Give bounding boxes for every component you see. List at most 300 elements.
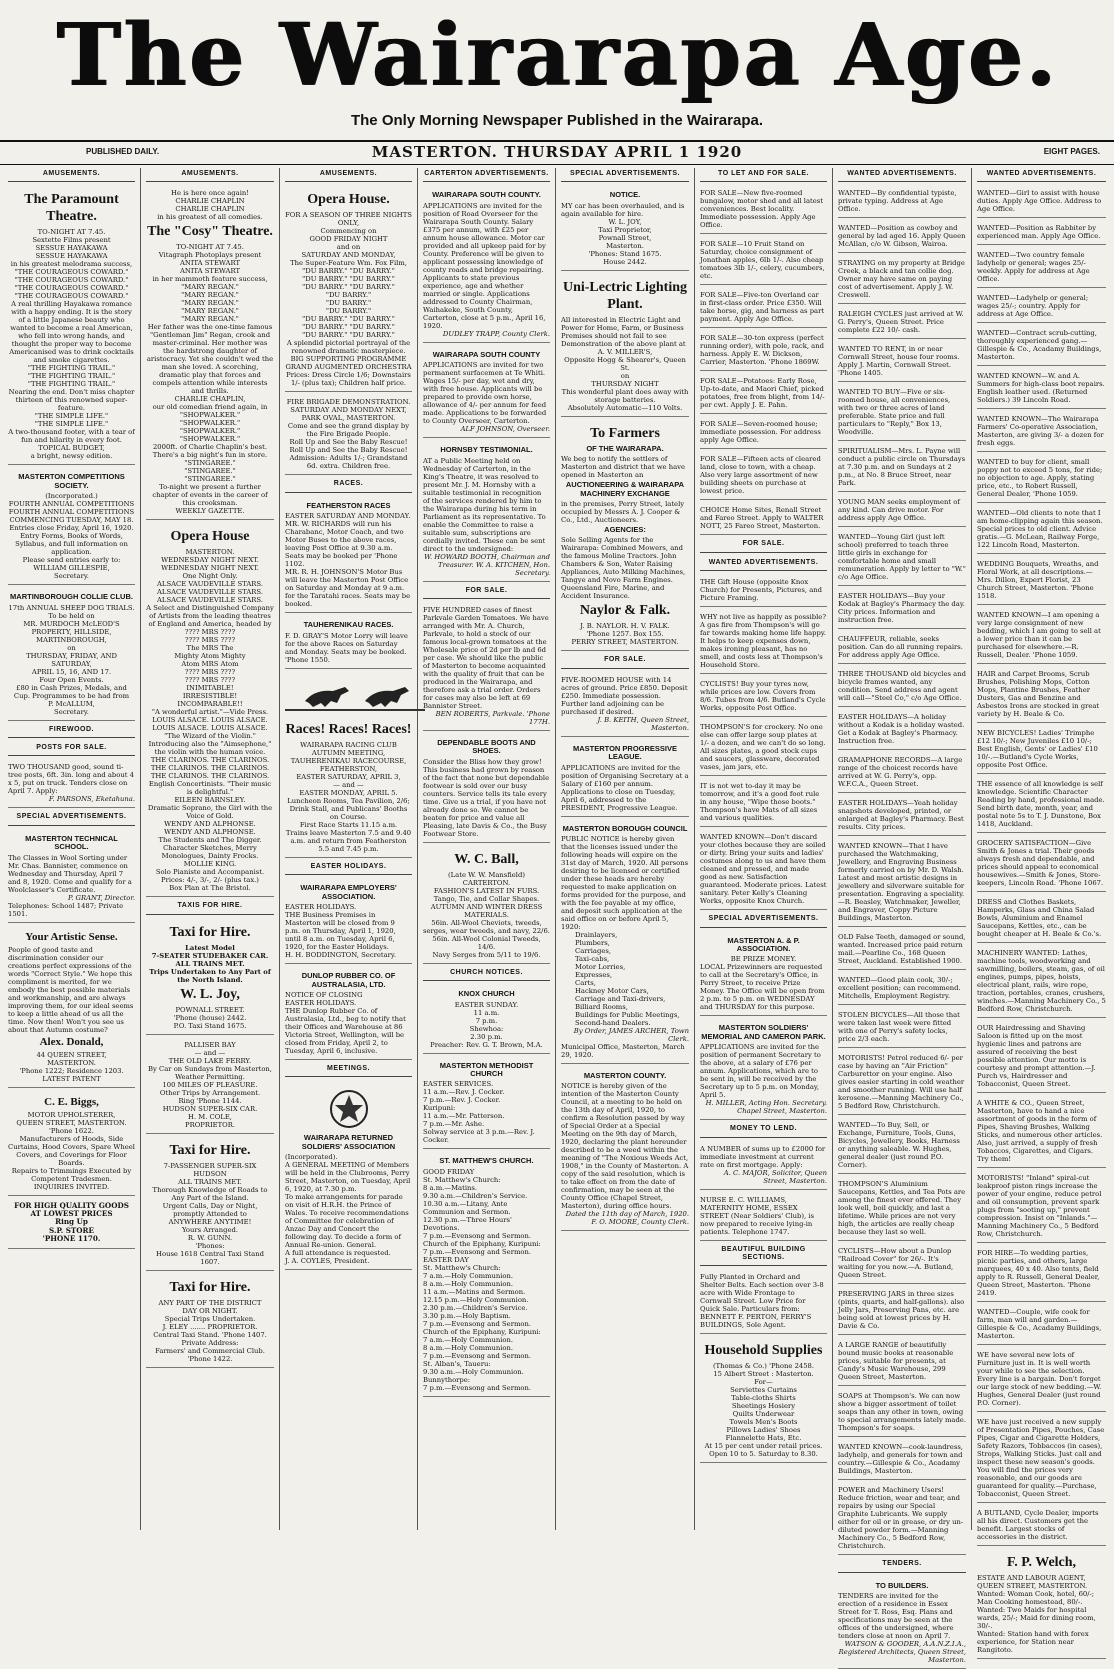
text-line: "THE FIGHTING TRAIL.": [27, 372, 116, 381]
section-head: FIREWOOD.: [8, 724, 135, 738]
text-line: Secretary.: [54, 572, 89, 581]
text-line: MOTOR UPHOLSTERER,: [27, 1110, 116, 1119]
text-line: Box Plan at The Bristol.: [169, 884, 251, 893]
ad-text: All interested in Electric Light and Power for Home, Farm, or Business Premises should not fail to see Demonstration of the above plant at: [561, 315, 686, 348]
text-line: Dramatic Soprano, the Girl with the Voice of Gold.: [147, 804, 273, 821]
opera-house-ad: [146, 523, 274, 897]
ad-footer: Municipal Office, Masterton, March 29, 1920.: [561, 1043, 685, 1060]
text-line: EASTER HOLIDAYS.: [285, 903, 357, 912]
text-line: THE OLD LAKE FERRY.: [168, 1056, 252, 1065]
text-line: 7-PASSENGER SUPER-SIX HUDSON: [163, 1161, 257, 1178]
sp-store-ad: [8, 1199, 135, 1249]
taxi-gunn-ad: [146, 1137, 274, 1271]
text-line: First Race Starts 11.15 a.m.: [299, 821, 398, 830]
text-line: 9.30 a.m.—Holy Communion.: [423, 1367, 524, 1376]
classified-ad: THOMPSON'S Aluminium Saucepans, Kettles, and Tea Pots are among the finest ever offered. They look well, boil quickly, and last a lifetime. While prices are not very high, the articles are really cheap because they last so well.: [838, 1177, 966, 1241]
text-line: INCOMPARABLE!!: [177, 700, 243, 709]
classified-ad: WE have just received a new supply of Presentation Pipes, Pouches, Case Pipes, Cigar and Cigarette Holders, Safety Razors, Tobbaccos (in cases), Strops, Walking Sticks. Just call and inspect these new season's goods. You will find the prices very reasonable, and our goods are guaranteed for quality.—Purchase, Tobacconist, Queen Street.: [977, 1415, 1106, 1503]
ad-lines: [146, 1299, 274, 1363]
section-head: WANTED ADVERTISEMENTS.: [700, 557, 827, 571]
text-line: LOUIS ALSACE. LOUIS ALSACE.: [152, 724, 268, 733]
methodist-church-ad: [423, 1057, 550, 1150]
classified-ad: WANTED—By confidential typiste, private typing. Address at Age Office.: [838, 186, 966, 218]
text-line: 2.30 p.m.—Children's Service.: [423, 1303, 528, 1312]
classified-ad: OLD False Teeth, damaged or sound, wanted. Increased price paid return mail.—Pearline Co., 168 Queen Street, Auckland. Established 1900.: [838, 930, 966, 970]
ad-text: Consider the Bliss how they grow! This business had grown by reason of the fact that none but dependable footwear is sold over our busy counters. Service tells its tale every time. Give us a trial, if you have not already done so. We cannot be beaten for price and value all Pleasing, late Davis & Co., the Busy Footwear Store.: [423, 757, 550, 838]
text-line: SATURDAY AND MONDAY NEXT, PARK OVAL, MASTERTON.: [290, 406, 407, 423]
text-line: Billiard Rooms,: [575, 1003, 628, 1012]
text-line: Shewhoa:: [469, 1024, 504, 1033]
text-line: 'PHONE 1170.: [42, 1234, 101, 1244]
text-line: 8 a.m.—Holy Communion.: [423, 1279, 514, 1288]
tenders-ad: [838, 1577, 966, 1669]
classified-ad: RALEIGH CYCLES just arrived at W. G. Perry's, Queen Street. Price complete £22 10/- cash.: [838, 307, 966, 339]
text-line: At 15 per cent under retail prices.: [704, 1442, 823, 1451]
text-line: To-night we present a further chapter of events in the career of this crooksman.: [152, 483, 268, 508]
ad-title: MASTERTON COMPETITIONS SOCIETY.: [18, 472, 125, 490]
text-line: "DU BARRY." "DU BARRY.": [302, 275, 395, 284]
classified-ad: CYCLISTS—How about a Dunlop "Railroad Cover" for 26/-. It's waiting for you now.—A. Butland, Queen Street.: [838, 1244, 966, 1284]
text-line: "The Wizard of the Violin.": [164, 732, 256, 741]
competitions-ad: [8, 468, 135, 585]
text-line: "THE COURAGEOUS COWARD.": [14, 276, 129, 285]
text-line: Ring Up: [55, 1217, 88, 1227]
classified-ad: WANTED KNOWN—That I have purchased the Watchmaking, Jewellery, and Engraving Business formerly carried on by Mr. D. Walsh. Latest and most artistic designs in jewellery and silverware suitable for presentation. Engraving a speciality.—R. Beasley, Watchmaker, Jeweller, and Engraver, Coppy Picture Buildings, Masterton.: [838, 839, 966, 927]
text-line: The MRS The: [186, 644, 234, 653]
column-head: WANTED ADVERTISEMENTS.: [838, 168, 966, 182]
classified-ad: OUR Hairdressing and Shaving Saloon is fitted up on the most hygienic lines and patrons are assured of receiving the best possible attention. Our motto is courtesy and prompt attention.—J. Purch vs, Hairdresser and Tobacconist, Queen Street.: [977, 1021, 1106, 1093]
text-line: THE Dunlop Rubber Co. of Australasia, Ltd., beg to notify that their Offices and Warehouse at 86 Victoria Street, Wellington, will be closed from Friday, April 2, to Tuesday, April 6, inclusive.: [285, 1007, 406, 1056]
ad-lines: [977, 1574, 1106, 1654]
text-line: WAIRARAPA RACING CLUB: [300, 741, 397, 750]
text-line: FOURTH ANNUAL COMPETITIONS: [8, 500, 135, 509]
text-line: ???? MRS ????: [184, 668, 236, 677]
dateline-bar: [0, 140, 1114, 165]
ad-text: in the premises, Perry Street, lately occupied by Messrs A. J. Cooper & Co., Ltd., Auctioneers.: [561, 500, 685, 525]
newspaper-title: The Wairarapa Age.: [55, 5, 1059, 106]
text-line: "SHOPWALKER.": [179, 435, 241, 444]
section-head: BEAUTIFUL BUILDING SECTIONS.: [700, 1244, 827, 1267]
text-line: Masterton.: [606, 241, 644, 250]
text-line: TO-NIGHT AT 7.45.: [176, 243, 244, 252]
text-line: Latest Model: [185, 943, 235, 952]
text-line: "STINGAREE.": [184, 475, 236, 484]
text-line: APRIL 15, 16, AND 17.: [31, 667, 112, 676]
text-line: Central Taxi Stand. 'Phone 1407.: [153, 1330, 267, 1339]
text-line: S.P. STORE: [49, 1225, 94, 1235]
ad-text: The Classes in Wool Sorting under Mr. Chas. Bannister, commence on Wednesday and Thursday, April 7 and 8, 1920. Come and qualify for a Woolclasser's Certificate.: [8, 853, 132, 894]
text-line: A two-thousand footer, with a tear of fun and hilarity in every foot.: [8, 428, 135, 445]
classified-ad: WEDDING Bouquets, Wreaths, and Floral Work, at all descriptions.—Mrs. Dillon, Expert Florist, 23 Church Street, Masterton. 'Phone 1518.: [977, 557, 1106, 605]
text-line: The Super-Feature Wm. Fox Film,: [290, 259, 407, 268]
ad-text: LOCAL Prizewinners are requested to call at the Secretary's Office, in Perry Street, to receive Prize Money. The Office will be open from 2 p.m. to 5 p.m. on WEDNESDAY and THURSDAY for this purpose.: [700, 963, 825, 1012]
ad-text: APPLICATIONS are invited for two permanent surfacemen at Te Whiti. Wages 15/- per day, wet and dry, with free house. Applicants will be prepared to provide own horse, allowance of 4/- per annum for feed made. Applications to be forwarded to County Overseer, Carterton.: [423, 361, 547, 426]
text-line: Sheetings Hosiery: [731, 1402, 796, 1411]
classified-ad: EASTER HOLIDAYS—A holiday without a Kodak is a holiday wasted. Get a Kodak at Bagley's Pharmacy. Instruction free.: [838, 710, 966, 750]
classified-ad: WANTED—Good plain cook, 30/-; excellent position; can recommend. Mitchells, Employment Registry.: [838, 973, 966, 1005]
ad-title: F. P. Welch,: [1006, 1555, 1077, 1571]
ad-lines: [285, 211, 412, 387]
column-head: AMUSEMENTS.: [285, 168, 412, 182]
ad-lines: [8, 604, 135, 716]
text-line: (Incorporated).: [285, 1153, 338, 1162]
ad-title: MASTERTON TECHNICAL SCHOOL.: [25, 833, 118, 852]
ad-text: TENDERS are invited for the erection of a residence in Essex Street for T. Ross, Esq. Plans and specifications may be seen at the offices of the undersigned, where tenders close at noon on April 7.: [838, 1592, 954, 1641]
text-line: A. V. MILLER'S,: [597, 347, 653, 356]
section-head: RACES.: [285, 478, 412, 492]
text-line: GOOD FRIDAY: [423, 1167, 475, 1176]
column-head: AMUSEMENTS.: [146, 168, 274, 182]
text-line: EASTER MONDAY, APRIL 5.: [299, 789, 398, 798]
text-line: AUTUMN MEETING,: [311, 749, 386, 758]
text-line: 2000ft. of Charlie Chaplin's best. There's a big night's fun in store.: [152, 443, 268, 460]
knox-church-ad: [423, 985, 550, 1053]
text-line: Yours Arranged.: [182, 1225, 238, 1234]
hornsby-ad: [423, 441, 550, 581]
classified-ad: PRESERVING JARS in three sizes (pints, quarts, and half-gallons). also Jelly Jars, Preserving Pans, etc. are being sold at lowest prices by H. Davie & Co.: [838, 1287, 966, 1335]
text-line: Vitagraph Photoplays present: [158, 251, 262, 260]
text-line: 2.30 p.m.: [470, 1032, 503, 1041]
text-line: "DU BARRY." "DU BARRY.": [302, 283, 395, 292]
text-line: Carts,: [575, 979, 596, 988]
text-line: QUEEN STREET, MASTERTON.: [16, 1118, 127, 1127]
ad-text: APPLICATIONS are invited for the position of Road Overseer for the Wairarapa South County. Salary £375 per annum, with £25 per annum house allowance. Motor car provided and all upkeep paid for by County. Preference will be given to applicant possessing knowledge of county roads and bridge repairing. Applicants to state previous experience, age and whether married or single. Applications addressed to County Chairman, Waihakeke, South County, Carterton, close at 5 p.m., April 16, 1920.: [423, 201, 546, 330]
classified-ad: FOR SALE—30-ton express (perfect running order), with pole, rack, and harness. Apply E. W. Dickson, Carrier, Masterton. 'Phone 1869W.: [700, 331, 827, 371]
text-line: Flannelette Hats, Etc.: [725, 1434, 802, 1443]
collie-club-ad: [8, 588, 135, 720]
text-line: AT LOWEST PRICES: [30, 1209, 113, 1219]
text-line: 'Phone 1622.: [49, 1126, 94, 1135]
classified-list: [838, 186, 966, 1555]
classified-ad: EASTER HOLIDAYS—Buy your Kodak at Bagley's Pharmacy the day. City prices. Information and instruction free.: [838, 589, 966, 629]
ad-title: C. E. Biggs,: [44, 1095, 99, 1108]
ad-lines: [8, 1111, 135, 1191]
ad-subtitle: BE PRIZE MONEY.: [730, 955, 797, 964]
column-2: [141, 168, 280, 1530]
text-line: THURSDAY, FRIDAY, AND SATURDAY,: [26, 651, 117, 668]
text-line: Motor Lorries,: [575, 963, 626, 972]
text-line: "SHOPWALKER.": [179, 427, 241, 436]
text-line: (Late W. W. Mansfield): [448, 870, 525, 879]
text-line: our old comedian friend again, in: [152, 403, 268, 412]
text-line: ALSACE VAUDEVILLE STARS.: [157, 580, 263, 589]
text-line: Church of the Epiphany, Kuripuni:: [423, 1327, 541, 1336]
text-line: Preacher: Rev. G. T. Brown, M.A.: [430, 1040, 543, 1049]
ad-title: W. L. Joy,: [180, 986, 240, 1002]
text-line: H. M. COLE,: [188, 1112, 232, 1121]
ad-lines: [285, 741, 412, 853]
column-head: CARTERTON ADVERTISEMENTS.: [423, 168, 550, 182]
text-line: "MARY REGAN.": [181, 299, 239, 308]
classified-list: [977, 186, 1106, 1546]
classified-ad: WANTED TO BUY—Five or six-roomed house, all conveniences, with two or three acres of land preferable. State price and full particulars to "Reply," Box 13, Woodville.: [838, 385, 966, 441]
text-line: Secretary.: [54, 707, 89, 716]
text-line: "THE COURAGEOUS COWARD.": [14, 268, 129, 277]
ad-signature: F. PARSONS, Eketahuna.: [48, 795, 135, 804]
text-line: WENDY AND ALPHONSE.: [164, 828, 256, 837]
text-line: 11 a.m.—Rev. J. Cocker.: [423, 1088, 505, 1097]
text-line: Please send entries early to:: [22, 556, 121, 565]
text-line: 8 a.m.—Holy Communion.: [423, 1343, 514, 1352]
text-line: J. A. COYLES, President.: [285, 1257, 370, 1266]
text-line: EILEEN BARNSLEY.: [174, 796, 246, 805]
ad-lines: [561, 622, 689, 646]
ad-title: KNOX CHURCH: [458, 989, 515, 999]
fire-brigade-ad: [285, 395, 412, 475]
text-line: ESTATE AND LABOUR AGENT,: [977, 1574, 1086, 1583]
text-line: INQUIRIES INVITED.: [33, 1182, 110, 1191]
text-line: ALSACE VAUDEVILLE STARS.: [157, 596, 263, 605]
ball-ad: [423, 846, 550, 964]
text-line: ALSACE VAUDEVILLE STARS.: [157, 588, 263, 597]
text-line: (Incorporated.): [45, 492, 98, 501]
text-line: Solo Pianiste and Accompanist.: [155, 868, 265, 877]
text-line: 7 p.m.—Evensong and Sermon.: [423, 1383, 532, 1392]
text-line: 3.30 p.m.—Holy Baptism.: [423, 1311, 511, 1320]
classified-ad: FOR SALE—New five-roomed bungalow, motor shed and all latest conveniences. Best locality. Immediate possession. Apply Age Office.: [700, 186, 827, 234]
ad-title: MASTERTON A. & P. ASSOCIATION.: [727, 935, 800, 954]
text-line: £80 in Cash Prizes, Medals, and Cup. Programmes to be had from: [13, 683, 130, 700]
text-line: 'Phones:: [195, 1241, 225, 1250]
text-line: 7 p.m.—Evensong and Sermon.: [423, 1247, 532, 1256]
ad-title: Opera House.: [307, 192, 390, 208]
section-head: SPECIAL ADVERTISEMENTS.: [700, 913, 827, 927]
boots-ad: [423, 734, 550, 843]
welch-ad: [977, 1549, 1106, 1659]
text-line: Quilts Underwear: [732, 1410, 795, 1419]
ad-title: WAIRARAPA EMPLOYERS' ASSOCIATION.: [300, 883, 397, 901]
text-line: GRAND AUGMENTED ORCHESTRA: [285, 363, 412, 372]
text-line: Prices: Dress Circle 1/6; Downstairs 1/- (plus tax); Children half price.: [286, 371, 411, 388]
text-line: 8 a.m.—Matins.: [423, 1183, 478, 1192]
text-line: CARTERTON.: [462, 878, 511, 887]
text-line: "THE SIMPLE LIFE.": [34, 412, 109, 421]
text-line: ALL TRAINS MET.: [178, 1177, 242, 1186]
text-line: and on: [336, 243, 361, 252]
ad-title: NOTICE.: [609, 190, 641, 200]
text-line: 7 p.m.—Evensong and Sermon.: [423, 1231, 532, 1240]
ad-title: WAIRARAPA SOUTH COUNTY: [432, 349, 541, 359]
text-line: Trains leave Masterton 7.5 and 9.40 a.m. and return from Featherston 5.5 and 7.45 p.m.: [285, 829, 412, 854]
ad-title: The Paramount Theatre.: [24, 192, 119, 225]
text-line: TOPICAL BUDGET,: [38, 444, 105, 453]
ad-lines: [146, 944, 274, 984]
text-line: Urgent Calls, Day or Night, promptly Attended to: [162, 1201, 258, 1218]
text-line: Atom MRS Atom: [181, 660, 239, 669]
racehorse-icon: [285, 679, 425, 713]
classified-ad: WANTED KNOWN—I am opening a very large consignment of new bedding, which I am going to sell at a lower price than it can be purchased for elsewhere.—R. Russell, Dealer. 'Phone 1059.: [977, 608, 1106, 664]
text-line: ALL TRAINS MET.: [175, 959, 245, 968]
text-line: Wanted: Woman Cook, hotel, 60/-; Man Cooking homestead, 80/-.: [977, 1590, 1095, 1607]
text-line: — and —: [194, 1048, 226, 1057]
text-line: Hackney Motor Cars,: [575, 987, 649, 996]
classified-ad: FOR SALE—Seven-roomed house; immediate possession. For address apply Age Office.: [700, 417, 827, 449]
text-line: MASTERTON.: [47, 1058, 96, 1067]
text-line: 'Phones: Stand 1675.: [588, 249, 662, 258]
text-line: 7 a.m.—Holy Communion.: [423, 1335, 514, 1344]
text-line: HUDSON SUPER-SIX CAR.: [162, 1104, 258, 1113]
classified-ad: FOR HIRE—To wedding parties, picnic parties, and others, large marquees, 40 x 40. Also tents, field apply to R. Russell, General Dealer, Queen Street, Masterton. 'Phone 2419.: [977, 1246, 1106, 1302]
progressive-league-ad: [561, 740, 689, 817]
classified-ad: HAIR and Carpet Brooms, Scrub Brushes, Polishing Mops, Cotton Mops, Plantine Brushes, Feather Dusters, Gas and Benzine and Asbestos Irons are stocked in great variety by H. Beale & Co.: [977, 667, 1106, 723]
ad-signature: WATSON & GOODER, A.A.N.Z.I.A., Registered Architects, Queen Street, Masterton.: [838, 1640, 966, 1665]
text-line: Pillows Ladies' Shoes: [726, 1426, 801, 1435]
text-line: "A wonderful artist."—Vide Press.: [151, 708, 269, 717]
ad-lines: [146, 548, 274, 892]
text-line: 'Phone 1257. Box 155.: [586, 630, 664, 639]
ad-lines: [423, 1080, 550, 1144]
classified-ad: WANTED TO RENT, in or near Cornwall Street, house four rooms. Apply J. Martin, Cornwall Street. 'Phone 1405.: [838, 342, 966, 382]
text-line: Ring 'Phone 1144.: [178, 1096, 242, 1105]
soldiers-memorial-ad: [700, 1019, 827, 1120]
household-supplies-ad: [700, 1337, 827, 1463]
ad-lines: [146, 1162, 274, 1266]
text-line: St. Matthew's Church:: [423, 1263, 501, 1272]
text-line: The Students and The Digger. Character Sketches, Merry Monologues, Dainty Frocks.: [158, 836, 262, 861]
text-line: ???? MRS ????: [184, 628, 236, 637]
nurse-ad: NURSE E. C. WILLIAMS, MATERNITY HOME, ESSEX STREET (Near Soldiers' Club), is now prepared to receive lying-in patients. Telephone 1747.: [700, 1193, 827, 1241]
text-line: IRRESISTIBLE!: [182, 692, 238, 701]
ad-title: MASTERTON BOROUGH COUNCIL: [562, 823, 688, 833]
classified-ad: MOTORISTS! Petrol reduced 6/- per case by having an "Air Friction" Carburettor on your engine. Also gives easier starting in cold weather and smoother running. Will use half kerosene.—Manning Machinery Co., 5 Bedford Row, Christchurch.: [838, 1051, 966, 1115]
text-line: ANITA STEWART: [179, 267, 240, 276]
ad-text: People of good taste and discrimination consider our creations perfect expressions of the words "Correct Style." We hope this compliment is merited, for we embody the best possible materials and workmanship, and are always improving them, for our ideal seems to keep a little ahead of us all the time. Now then! Won't you see us about that Autumn costume?: [8, 945, 134, 1034]
text-line: in her mammoth feature success,: [152, 275, 268, 284]
ad-title: Your Artistic Sense.: [25, 930, 118, 943]
classified-ad: WANTED—Position as Rabbiter by experienced man. Apply Age Office.: [977, 221, 1106, 245]
ad-lines: [561, 348, 689, 412]
ad-signature: Dated the 11th day of March, 1920. F. O. MOORE, County Clerk.: [565, 1210, 689, 1227]
ad-signature: H. MILLER, Acting Hon. Secretary. Chapel Street, Masterton.: [705, 1099, 827, 1116]
taxi-eley-ad: [146, 1274, 274, 1368]
text-line: MASTERTON.: [185, 548, 235, 557]
column-head: AMUSEMENTS.: [8, 168, 135, 182]
text-line: "MARY REGAN.": [181, 307, 239, 316]
text-line: CHARLIE CHAPLIN: [175, 205, 245, 214]
classified-ad: FOR SALE—Five-ton Overland car in first-class order. Price £350. Will take horse, gig, and harness as part payment. Apply Age Office.: [700, 288, 827, 328]
ad-title: FEATHERSTON RACES: [306, 500, 391, 510]
classified-ad: FOR SALE—10 Fruit Stand on Saturday, choice consignment of Jonathan apples, 6lb 1/-. Also cheap tomatoes 3lb 1/-, celery, cucumbers, etc.: [700, 237, 827, 285]
text-line: "THE SIMPLE LIFE.": [34, 420, 109, 429]
ad-title: Taxi for Hire.: [169, 924, 251, 940]
classified-ad: NEW BICYCLES! Ladies' Trimphe £12 10/-; New Juveniles £10 10/-; Best English, Gents' or Ladies' £10 10/-.—Butland's Cycle Works, opposite Post Office.: [977, 726, 1106, 774]
ad-title: MASTERTON SOLDIERS' MEMORIAL AND CAMERON PARK.: [701, 1023, 826, 1041]
paramount-ad: [8, 186, 135, 465]
tomatoes-ad: [423, 603, 550, 731]
classified-ad: EASTER HOLIDAYS—Yeah holiday snapshots developed, printed, or enlarged at Bagley's Pharmacy. Best results. City prices.: [838, 796, 966, 836]
text-line: "STINGAREE.": [184, 459, 236, 468]
classified-list: [700, 610, 827, 910]
county-notice-ad: [561, 1067, 689, 1231]
ad-signature: W. HOWARD BOOTH, Chairman and Treasurer. W. A. KITCHEN, Hon. Secretary.: [424, 552, 550, 577]
text-line: R. W. GUNN.: [187, 1233, 233, 1242]
classified-ad: MACHINERY WANTED: Lathes, machine tools, woodworking and sawmilling, boilers, steam, gas, of oil engines, pumps, pipes, hoists, electrical plant, rails, wire rope, traction, portables, cranes, crushers, winches.—Manning Machinery Co., 5 Bedford Row, Christchurch.: [977, 946, 1106, 1018]
section-head: FOR SALE.: [561, 654, 689, 668]
text-line: MR. R. H. JOHNSON'S Motor Bus will leave the Masterton Post Office on Saturday and Monday at 9 a.m. for the Taratahi races. Seats may be booked.: [285, 568, 411, 609]
text-line: Opposite Hogg & Shearer's, Queen St.: [564, 355, 686, 372]
text-line: By Car on Sundays from Masterton, Weather Permitting.: [148, 1064, 272, 1081]
text-line: SESSUE HAYAKAWA: [35, 244, 108, 253]
section-head: MONEY TO LEND.: [700, 1123, 827, 1137]
section-head: POSTS FOR SALE.: [8, 742, 135, 756]
ad-lines: [285, 903, 412, 959]
text-line: P. McALLUM,: [48, 699, 95, 708]
text-line: "MARY REGAN.": [181, 291, 239, 300]
text-line: COMMENCING TUESDAY, MAY 18.: [9, 516, 134, 525]
text-line: 100 MILES OF PLEASURE.: [162, 1080, 258, 1089]
text-line: Carriage and Taxi-drivers,: [575, 995, 666, 1004]
ad-title: Opera House: [170, 529, 250, 545]
ad-title: W. C. Ball,: [454, 851, 519, 867]
ad-text: F. D. GRAY'S Motor Lorry will leave for the above Races on Saturday and Monday. Seats may be booked. 'Phone 1550.: [285, 631, 408, 664]
section-head: CHURCH NOTICES.: [423, 967, 550, 981]
ad-signature: By Order, JAMES ARCHER, Town Clerk.: [573, 1027, 689, 1044]
ad-title: Naylor & Falk.: [579, 603, 671, 619]
text-line: EASTER SUNDAY.: [454, 1000, 519, 1009]
text-line: WILLIAM GILLESPIE,: [33, 564, 110, 573]
text-line: on: [67, 643, 76, 652]
classified-ad: WANTED—Girl to assist with house duties. Apply Age Office. Address to Age Office.: [977, 186, 1106, 218]
artistic-sense-ad: [8, 926, 135, 1088]
ad-lines: [423, 871, 550, 959]
ad-title: HORNSBY TESTIMONIAL.: [440, 445, 533, 455]
text-line: 7 p.m.—Evensong and Sermon.: [423, 1319, 532, 1328]
ad-lines: [146, 1006, 274, 1030]
classified-ad: A WHITE & CO., Queen Street, Masterton, have to hand a nice assortment of goods in the form of Pipes, Shaving Brushes, Walking Sticks, and numerous other articles. Also, just arrived, a supply of fresh Tobaccos, Cigarettes, and Cigars. Try them!: [977, 1096, 1106, 1168]
column-6: [695, 168, 833, 1530]
text-line: Admission: Adults 1/-; Grandstand 6d. extra. Children free.: [289, 454, 408, 471]
text-line: W. L. JOY,: [608, 217, 642, 226]
text-line: 56in. All-Wool Colonial Tweeds, 14/6.: [432, 934, 541, 951]
column-head: TO LET AND FOR SALE.: [700, 168, 827, 182]
text-line: 'Phone 1422.: [187, 1354, 233, 1363]
text-line: Thorough Knowledge of Roads to Any Part of the Island.: [152, 1185, 268, 1202]
racing-club-ad: [285, 672, 412, 858]
ad-lines: [423, 1168, 550, 1392]
section-head: TAXIS FOR HIRE.: [146, 900, 274, 914]
ad-text: A NUMBER of sums up to £2000 for immediate investment at current rate on first mortgage. Apply:: [700, 1144, 826, 1169]
column-8: [972, 168, 1111, 1655]
text-line: 7 p.m.—Rev. J. Cocker.: [423, 1096, 501, 1105]
text-line: 11 a.m.—Matins and Sermon.: [423, 1287, 526, 1296]
text-line: THE CLARINOS. THE CLARINOS.: [150, 772, 270, 781]
text-line: Farmers' and Commercial Club.: [155, 1346, 265, 1355]
ad-text: APPLICATIONS are invited for the position of Organising Secretary at a Salary of £160 per annum. Applications to close on Tuesday, April 6, addressed to the PRESIDENT, Progressive League.: [561, 763, 689, 812]
text-line: "THE COURAGEOUS COWARD.": [14, 292, 129, 301]
returned-soldiers-ad: [285, 1081, 412, 1270]
text-line: EASTER SERVICES.: [423, 1080, 494, 1089]
ad-lines: [561, 218, 689, 266]
text-line: Bunnythorpe:: [423, 1375, 471, 1384]
text-line: 12.15 p.m.—Holy Communion.: [423, 1295, 529, 1304]
text-line: in his greatest melodrama success,: [10, 260, 133, 269]
joy-notice-ad: [561, 186, 689, 270]
text-line: "MARY REGAN.": [181, 315, 239, 324]
text-line: He is here once again!: [171, 189, 249, 198]
ad-subtitle: OF THE WAIRARAPA.: [586, 443, 664, 453]
classified-ad: WANTED to buy for client, small poppy not to exceed 5 tons, for ride; no objection to age. Apply, stating price, etc., to Robert Russell, General Dealer, 'Phone 1059.: [977, 455, 1106, 503]
classified-ad: WANTED KNOWN—Don't discard your clothes because they are soiled or dirty. Bring your suits and ladies' costumes along to us and have them cleaned and pressed, and made good as new. Satisfaction guaranteed. Moderate prices. Latest sanitary. Peter Kelly's Cleaning Works, opposite Knox Church.: [700, 830, 827, 910]
featherston-races-ad: [285, 497, 412, 613]
taxi-joy-ad: [146, 919, 274, 1035]
text-line: Open 10 to 5. Saturday to 8.30.: [709, 1450, 818, 1459]
classified-ad: GRAMAPHONE RECORDS—A large range of the choicest records have arrived at W. G. Perry's, opp. W.F.C.A., Queen Street.: [838, 753, 966, 793]
text-line: "THE FIGHTING TRAIL.": [27, 364, 116, 373]
column-1: [3, 168, 141, 1530]
classified-ad: CHAUFFEUR, reliable, seeks position. Can do all running repairs. For address apply Age Office.: [838, 632, 966, 664]
ad-title: DEPENDABLE BOOTS AND SHOES.: [437, 738, 536, 756]
ad-lines: [146, 1041, 274, 1129]
